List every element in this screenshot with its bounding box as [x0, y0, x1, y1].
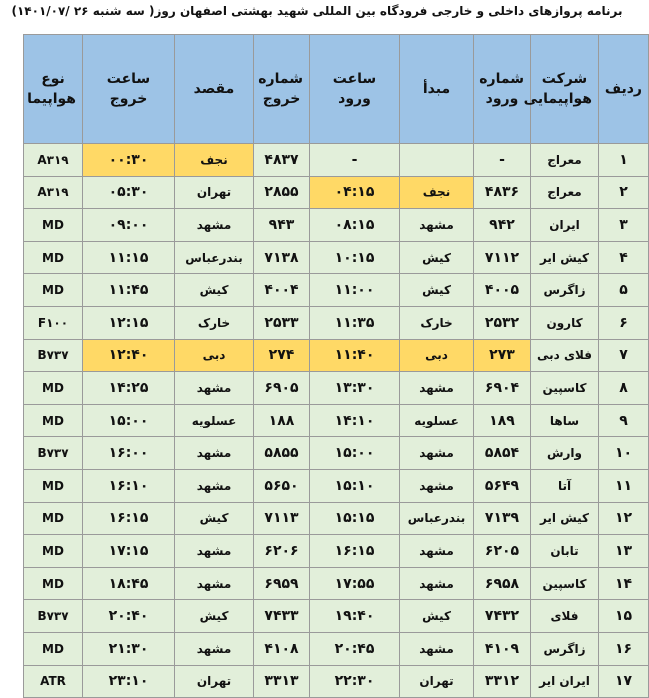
departure-time-cell: ۲۳:۱۰: [83, 665, 175, 698]
arrival-time-cell: ۱۶:۱۵: [310, 535, 400, 568]
origin-cell: کیش: [400, 600, 474, 633]
header-arrival-time: ساعت ورود: [310, 35, 400, 144]
airline-cell: فلای: [531, 600, 599, 633]
header-row-number: ردیف: [599, 35, 649, 144]
destination-cell: کیش: [175, 600, 254, 633]
destination-cell: مشهد: [175, 372, 254, 405]
origin-cell: خارک: [400, 306, 474, 339]
destination-cell: مشهد: [175, 567, 254, 600]
origin-cell: دبی: [400, 339, 474, 372]
table-row: [24, 274, 649, 307]
departure-time-cell: ۱۶:۰۰: [83, 437, 175, 470]
arrival-time-cell: -: [310, 144, 400, 177]
destination-cell: مشهد: [175, 209, 254, 242]
row-number-cell: ۱۲: [599, 502, 649, 535]
row-number-cell: ۱۱: [599, 469, 649, 502]
schedule-body: [24, 144, 649, 698]
table-row: [24, 567, 649, 600]
arrival-number-cell: ۶۹۰۴: [474, 372, 531, 405]
row-number-cell: ۶: [599, 306, 649, 339]
departure-time-cell: ۱۸:۴۵: [83, 567, 175, 600]
origin-cell: مشهد: [400, 469, 474, 502]
origin-cell: مشهد: [400, 567, 474, 600]
arrival-number-cell: ۳۳۱۲: [474, 665, 531, 698]
departure-time-cell: ۲۰:۴۰: [83, 600, 175, 633]
row-number-cell: ۱۶: [599, 632, 649, 665]
table-row: [24, 469, 649, 502]
arrival-number-cell: ۴۰۰۵: [474, 274, 531, 307]
arrival-number-cell: ۶۹۵۸: [474, 567, 531, 600]
departure-number-cell: ۷۱۳۸: [254, 241, 310, 274]
arrival-number-cell: ۲۵۳۲: [474, 306, 531, 339]
header-destination: مقصد: [175, 35, 254, 144]
origin-cell: کیش: [400, 274, 474, 307]
arrival-time-cell: ۱۷:۵۵: [310, 567, 400, 600]
aircraft-type-cell: B۷۳۷: [24, 600, 83, 633]
arrival-number-cell: ۵۶۴۹: [474, 469, 531, 502]
table-row: [24, 535, 649, 568]
arrival-number-cell: -: [474, 144, 531, 177]
departure-number-cell: ۵۶۵۰: [254, 469, 310, 502]
arrival-number-cell: ۷۴۳۲: [474, 600, 531, 633]
destination-cell: دبی: [175, 339, 254, 372]
arrival-number-cell: ۵۸۵۴: [474, 437, 531, 470]
departure-time-cell: ۱۷:۱۵: [83, 535, 175, 568]
arrival-time-cell: ۲۰:۴۵: [310, 632, 400, 665]
table-row: [24, 632, 649, 665]
header-airline: شرکت هواپیمایی: [531, 35, 599, 144]
departure-time-cell: ۱۱:۱۵: [83, 241, 175, 274]
arrival-time-cell: ۱۱:۴۰: [310, 339, 400, 372]
row-number-cell: ۸: [599, 372, 649, 405]
departure-number-cell: ۲۵۳۳: [254, 306, 310, 339]
departure-number-cell: ۷۱۱۳: [254, 502, 310, 535]
table-row: [24, 404, 649, 437]
arrival-number-cell: ۲۷۳: [474, 339, 531, 372]
destination-cell: مشهد: [175, 437, 254, 470]
aircraft-type-cell: A۳۱۹: [24, 144, 83, 177]
arrival-time-cell: ۱۹:۴۰: [310, 600, 400, 633]
header-origin: مبدأ: [400, 35, 474, 144]
row-number-cell: ۱۳: [599, 535, 649, 568]
departure-number-cell: ۵۸۵۵: [254, 437, 310, 470]
departure-number-cell: ۷۴۳۳: [254, 600, 310, 633]
airline-cell: معراج: [531, 144, 599, 177]
aircraft-type-cell: MD: [24, 469, 83, 502]
destination-cell: عسلویه: [175, 404, 254, 437]
aircraft-type-cell: MD: [24, 372, 83, 405]
arrival-time-cell: ۱۱:۰۰: [310, 274, 400, 307]
destination-cell: مشهد: [175, 535, 254, 568]
airline-cell: تابان: [531, 535, 599, 568]
aircraft-type-cell: MD: [24, 404, 83, 437]
aircraft-type-cell: A۳۱۹: [24, 176, 83, 209]
arrival-time-cell: ۰۸:۱۵: [310, 209, 400, 242]
departure-number-cell: ۶۹۵۹: [254, 567, 310, 600]
table-row: [24, 144, 649, 177]
departure-time-cell: ۰۹:۰۰: [83, 209, 175, 242]
arrival-number-cell: ۷۱۱۲: [474, 241, 531, 274]
aircraft-type-cell: MD: [24, 535, 83, 568]
origin-cell: نجف: [400, 176, 474, 209]
airline-cell: کاسپین: [531, 372, 599, 405]
departure-time-cell: ۱۴:۲۵: [83, 372, 175, 405]
row-number-cell: ۱: [599, 144, 649, 177]
destination-cell: خارک: [175, 306, 254, 339]
aircraft-type-cell: MD: [24, 209, 83, 242]
arrival-time-cell: ۱۱:۳۵: [310, 306, 400, 339]
departure-number-cell: ۱۸۸: [254, 404, 310, 437]
arrival-time-cell: ۱۴:۱۰: [310, 404, 400, 437]
row-number-cell: ۴: [599, 241, 649, 274]
departure-time-cell: ۱۱:۴۵: [83, 274, 175, 307]
table-row: [24, 176, 649, 209]
aircraft-type-cell: MD: [24, 502, 83, 535]
destination-cell: مشهد: [175, 469, 254, 502]
arrival-number-cell: ۴۸۳۶: [474, 176, 531, 209]
aircraft-type-cell: F۱۰۰: [24, 306, 83, 339]
destination-cell: بندرعباس: [175, 241, 254, 274]
departure-number-cell: ۶۲۰۶: [254, 535, 310, 568]
table-row: [24, 600, 649, 633]
destination-cell: نجف: [175, 144, 254, 177]
arrival-time-cell: ۱۵:۱۰: [310, 469, 400, 502]
departure-number-cell: ۳۳۱۳: [254, 665, 310, 698]
header-arrival-number: شماره ورود: [474, 35, 531, 144]
airline-cell: معراج: [531, 176, 599, 209]
table-row: [24, 339, 649, 372]
arrival-time-cell: ۱۵:۱۵: [310, 502, 400, 535]
departure-number-cell: ۲۸۵۵: [254, 176, 310, 209]
departure-number-cell: ۴۰۰۴: [254, 274, 310, 307]
airline-cell: ایران: [531, 209, 599, 242]
departure-time-cell: ۰۵:۳۰: [83, 176, 175, 209]
origin-cell: مشهد: [400, 372, 474, 405]
row-number-cell: ۵: [599, 274, 649, 307]
table-row: [24, 665, 649, 698]
table-row: [24, 209, 649, 242]
arrival-number-cell: ۹۴۲: [474, 209, 531, 242]
arrival-time-cell: ۱۳:۳۰: [310, 372, 400, 405]
aircraft-type-cell: MD: [24, 241, 83, 274]
departure-time-cell: ۲۱:۳۰: [83, 632, 175, 665]
departure-time-cell: ۱۲:۴۰: [83, 339, 175, 372]
departure-number-cell: ۲۷۴: [254, 339, 310, 372]
departure-time-cell: ۱۵:۰۰: [83, 404, 175, 437]
row-number-cell: ۱۴: [599, 567, 649, 600]
flight-schedule-table: [23, 34, 649, 698]
row-number-cell: ۱۵: [599, 600, 649, 633]
row-number-cell: ۱۰: [599, 437, 649, 470]
origin-cell: کیش: [400, 241, 474, 274]
aircraft-type-cell: ATR: [24, 665, 83, 698]
airline-cell: کیش ایر: [531, 241, 599, 274]
arrival-time-cell: ۱۵:۰۰: [310, 437, 400, 470]
table-row: [24, 372, 649, 405]
row-number-cell: ۳: [599, 209, 649, 242]
header-departure-number: شماره خروج: [254, 35, 310, 144]
row-number-cell: ۲: [599, 176, 649, 209]
origin-cell: [400, 144, 474, 177]
arrival-time-cell: ۱۰:۱۵: [310, 241, 400, 274]
origin-cell: مشهد: [400, 209, 474, 242]
destination-cell: کیش: [175, 274, 254, 307]
schedule-title: برنامه پروازهای داخلی و خارجی فرودگاه بین المللی شهید بهشتی اصفهان روز( سه شنبه ۲۶ /۱۴۰۱/۰۷): [11, 4, 623, 18]
origin-cell: تهران: [400, 665, 474, 698]
row-number-cell: ۷: [599, 339, 649, 372]
arrival-number-cell: ۷۱۳۹: [474, 502, 531, 535]
departure-time-cell: ۱۶:۱۰: [83, 469, 175, 502]
arrival-number-cell: ۱۸۹: [474, 404, 531, 437]
header-aircraft-type: نوع هواپیما: [24, 35, 83, 144]
destination-cell: کیش: [175, 502, 254, 535]
departure-time-cell: ۰۰:۳۰: [83, 144, 175, 177]
aircraft-type-cell: MD: [24, 567, 83, 600]
departure-time-cell: ۱۲:۱۵: [83, 306, 175, 339]
arrival-number-cell: ۴۱۰۹: [474, 632, 531, 665]
aircraft-type-cell: B۷۳۷: [24, 437, 83, 470]
table-row: [24, 437, 649, 470]
airline-cell: فلای دبی: [531, 339, 599, 372]
departure-time-cell: ۱۶:۱۵: [83, 502, 175, 535]
destination-cell: مشهد: [175, 632, 254, 665]
header-row: [24, 35, 649, 144]
departure-number-cell: ۶۹۰۵: [254, 372, 310, 405]
row-number-cell: ۱۷: [599, 665, 649, 698]
airline-cell: وارش: [531, 437, 599, 470]
table-row: [24, 306, 649, 339]
airline-cell: زاگرس: [531, 274, 599, 307]
aircraft-type-cell: B۷۳۷: [24, 339, 83, 372]
airline-cell: کاسپین: [531, 567, 599, 600]
table-row: [24, 502, 649, 535]
airline-cell: کیش ایر: [531, 502, 599, 535]
row-number-cell: ۹: [599, 404, 649, 437]
aircraft-type-cell: MD: [24, 274, 83, 307]
airline-cell: ساها: [531, 404, 599, 437]
destination-cell: تهران: [175, 176, 254, 209]
departure-number-cell: ۹۴۳: [254, 209, 310, 242]
destination-cell: تهران: [175, 665, 254, 698]
origin-cell: عسلویه: [400, 404, 474, 437]
table-row: [24, 241, 649, 274]
arrival-time-cell: ۰۴:۱۵: [310, 176, 400, 209]
departure-number-cell: ۴۱۰۸: [254, 632, 310, 665]
arrival-time-cell: ۲۲:۳۰: [310, 665, 400, 698]
airline-cell: کارون: [531, 306, 599, 339]
origin-cell: بندرعباس: [400, 502, 474, 535]
aircraft-type-cell: MD: [24, 632, 83, 665]
airline-cell: ایران ایر: [531, 665, 599, 698]
airline-cell: زاگرس: [531, 632, 599, 665]
origin-cell: مشهد: [400, 632, 474, 665]
airline-cell: آتا: [531, 469, 599, 502]
departure-number-cell: ۴۸۳۷: [254, 144, 310, 177]
origin-cell: مشهد: [400, 437, 474, 470]
arrival-number-cell: ۶۲۰۵: [474, 535, 531, 568]
origin-cell: مشهد: [400, 535, 474, 568]
header-departure-time: ساعت خروج: [83, 35, 175, 144]
